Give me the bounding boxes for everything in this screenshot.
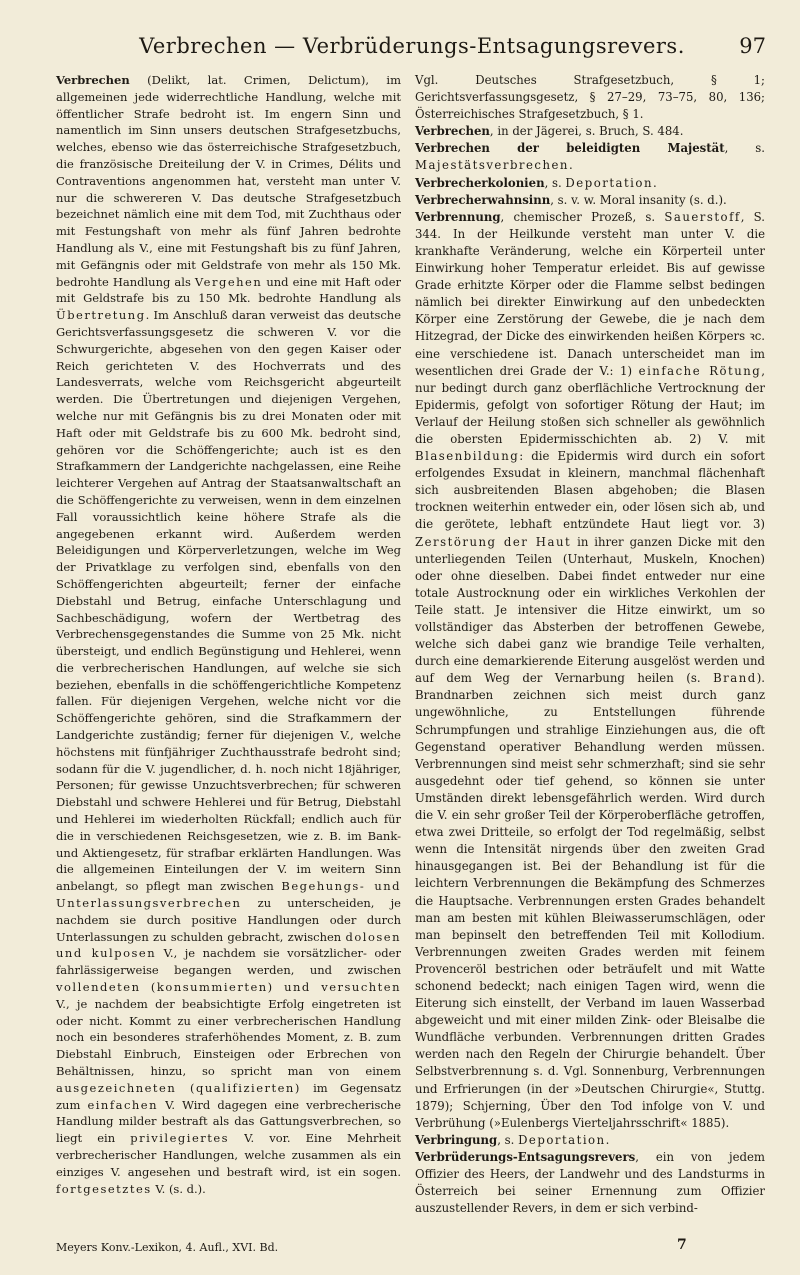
spaced-term: Zerstörung der Haut	[415, 534, 572, 549]
spaced-term: Sauerstoff	[664, 209, 741, 224]
spaced-term: dolosen und kulposen	[56, 929, 401, 961]
spaced-term: einfachen	[87, 1097, 159, 1112]
entry-text: , in der Jägerei, s. Bruch, S. 484.	[489, 124, 684, 139]
entry-lemma: Verbringung	[415, 1132, 498, 1147]
spaced-term: privilegiertes	[130, 1131, 230, 1146]
spaced-term: vollendeten (konsummierten) und versuchten	[56, 980, 401, 995]
spaced-term: Begehungs- und Unterlassungsverbrechen	[56, 879, 401, 911]
entry-text: V. Wird dagegen eine verbrecherische Handlung milder bestraft als das Gattungsverbrechen, so liegt ein	[56, 1097, 401, 1146]
entry-text: V. vor. Eine Mehrheit verbrecherischer Handlungen, welche zusammen als ein einziges V. angesehen und bestraft wird, ist ein sogen.	[56, 1131, 401, 1179]
spaced-term: fortgesetztes	[56, 1181, 152, 1196]
entry-text: und eine mit Haft oder mit Geldstrafe bis zu 150 Mk. bedrohte Handlung als	[56, 274, 401, 306]
entry-lemma: Verbrechen	[56, 73, 130, 87]
running-title: Verbrechen — Verbrüderungs-Entsagungsrevers.	[139, 34, 685, 58]
left-column	[56, 72, 401, 1197]
entry-text: , ein von jedem Offizier des Heers, der Landwehr und des Landsturms in Österreich bei seiner Ernennung zum Offizier auszustellender Revers, in dem er sich verbind-	[415, 1149, 765, 1216]
entry-text: , s.	[497, 1132, 519, 1147]
spaced-term: Übertretung	[56, 308, 146, 323]
entry-lemma: Verbrecherwahnsinn	[415, 192, 551, 207]
spaced-term: Blasenbildung	[415, 449, 520, 464]
entry-verbrechen-jaegerei	[415, 123, 765, 140]
entry-text: , S. 344. In der Heilkunde versteht man unter V. die krankhafte Veränderung, welche ein Körperteil unter Einwirkung hoher Temperatur erleidet. Bis auf gewisse Grade erhitzte Körper oder die Flamme selbst bedingen nämlich bei direkter Einwirkung auf den unbedeckten Körper eine Zerstörung der Gewebe, die je nach dem Hitzegrad, der Dicke des einwirkenden heißen Körpers ꝛc. eine verschiedene ist. Danach unterscheidet man im wesentlichen drei Grade der V.: 1)	[415, 209, 765, 378]
spaced-term: Majestätsverbrechen	[415, 158, 569, 173]
entry-text: : die Epidermis wird durch ein sofort erfolgendes Exsudat in kleinern, manchmal flächenhaft sich ausbreitenden Blasen abgehoben; die Blasen trocknen weiterhin entweder ein, oder lösen sich ab, und die gerötete, lebhaft entzündete Haut liegt vor. 3)	[415, 449, 765, 532]
entry-text: zu unterscheiden, je nachdem sie durch positive Handlungen oder durch Unterlassungen zu schulden gebracht, zwischen	[56, 896, 401, 944]
entry-lemma: Verbrecherkolonien	[415, 175, 545, 190]
entry-verbrecherwahnsinn	[415, 192, 765, 209]
spaced-term: Deportation	[565, 175, 653, 190]
entry-text: . Im Anschluß daran verweist das deutsche Gerichtsverfassungsgesetz die schweren V. vor die Schwurgerichte, abgesehen von den gegen Kaiser oder Reich gerichteten V. des Hochverrats und des Landesverrats, welche vom Reichsgericht abgeurteilt werden. Die Übertretungen und diejenigen Vergehen, welche nur mit Gefängnis bis zu drei Monaten oder mit Haft oder mit Geldstrafe bis zu 600 Mk. bedroht sind, gehören vor die Schöffengerichte; auch ist es den Strafkammern der Landgerichte nachgelassen, eine Reihe leichterer Vergehen auf Antrag der Staatsanwaltschaft an die Schöffengerichte zu verweisen, wenn in dem einzelnen Fall voraussichtlich keine höhere Strafe als die angegebenen erkannt wird. Außerdem werden Beleidigungen und Körperverletzungen, welche im Weg der Privatklage zu verfolgen sind, ebenfalls von den Schöffengerichten abgeurteilt; ferner der einfache Diebstahl und Betrug, einfache Unterschlagung und Sachbeschädigung, wofern der Wertbetrag des Verbrechensgegenstandes die Summe von 25 Mk. nicht übersteigt, und endlich Begünstigung und Hehlerei, wenn die verbrecherischen Handlungen, auf welche sie sich beziehen, ebenfalls in die schöffengerichtliche Kompetenz fallen. Für diejenigen Vergehen, welche nicht vor die Schöffengerichte gehören, sind die Strafkammern der Landgerichte zuständig; ferner für diejenigen V., welche höchstens mit fünfjähriger Zuchthausstrafe bedroht sind; sodann für die V. jugendlicher, d. h. noch nicht 18jähriger, Personen; für gewisse Unzuchtsverbrechen; für schweren Diebstahl und schwere Hehlerei und für Betrug, Diebstahl und Hehlerei im wiederholten Rückfall; endlich auch für die in verschiedenen Reichsgesetzen, wie z. B. im Bank- und Aktiengesetz, für strafbar erklärten Handlungen. Was die allgemeinen Einteilungen der V. im weitern Sinn anbelangt, so pflegt man zwischen	[56, 308, 401, 894]
entry-verbrennung	[415, 209, 765, 1132]
entry-text: .	[568, 158, 573, 173]
entry-text: im Gegensatz zum	[56, 1080, 401, 1112]
entry-beleidigte-majestaet	[415, 140, 765, 174]
entry-verbrecherkolonien	[415, 175, 765, 192]
entry-continuation: Vgl. Deutsches Strafgesetzbuch, § 1; Gerichtsverfassungsgesetz, § 27–29, 73–75, 80, 136; Österreichisches Strafgesetzbuch, § 1.	[415, 73, 765, 122]
source-line: Meyers Konv.-Lexikon, 4. Aufl., XVI. Bd.	[56, 1241, 279, 1254]
entry-text: .	[652, 175, 657, 190]
running-header	[56, 28, 768, 64]
entry-verbrechen	[56, 72, 401, 1197]
entry-text: , s.	[544, 175, 566, 190]
page-footer	[56, 1237, 768, 1261]
entry-text: .	[605, 1132, 610, 1147]
entry-text: V., je nachdem der beabsichtigte Erfolg eingetreten ist oder nicht. Kommt zu einer verbrecherischen Handlung noch ein besonderes straferhöhendes Moment, z. B. zum Diebstahl Einbruch, Einsteigen oder Erbrechen von Behältnissen, hinzu, so spricht man von einem	[56, 996, 401, 1079]
entry-text: V., je nachdem sie vorsätzlicher- oder fahrlässigerweise begangen werden, und zwischen	[56, 946, 401, 978]
entry-text: ). Brandnarben zeichnen sich meist durch ganz ungewöhnliche, zu Entstellungen führende Schrumpfungen und strahlige Einziehungen aus, die oft Gegenstand operativer Behandlung werden müssen. Verbrennungen sind meist sehr schmerzhaft; sind sie sehr ausgedehnt oder tief gehend, so können sie unter Umständen direkt lebensgefährlich werden. Wird durch die V. ein sehr großer Teil der Körperoberfläche getroffen, etwa zwei Dritteile, so erfolgt der Tod regelmäßig, selbst wenn die Intensität nirgends über den zweiten Grad hinausgegangen ist. Bei der Behandlung ist für die leichtern Verbrennungen die Bekämpfung des Schmerzes die Hauptsache. Verbrennungen ersten Grades behandelt man am besten mit kühlen Bleiwasserumschlägen, oder man bepinselt den betreffenden Teil mit Kollodium. Verbrennungen zweiten Grades werden mit feinem Provenceröl bestrichen oder beträufelt und mit Watte schonend bedeckt; nach einigen Tagen wird, wenn die Eiterung sich einstellt, der Verband im lauen Wasserbad abgeweicht und mit einer milden Zink- oder Bleisalbe die Wundfläche verbunden. Verbrennungen dritten Grades werden nach den Regeln der Chirurgie behandelt. Über Selbstverbrennung s. d. Vgl. Sonnenburg, Verbrennungen und Erfrierungen (in der »Deutschen Chirurgie«, Stuttg. 1879); Schjerning, Über den Tod infolge von V. und Verbrühung (»Eulenbergs Vierteljahrsschrift« 1885).	[415, 671, 765, 1130]
spaced-term: Deportation	[518, 1132, 606, 1147]
right-column	[415, 72, 765, 1217]
signature-mark: 7	[677, 1237, 687, 1253]
entry-text: , chemischer Prozeß, s.	[500, 209, 665, 224]
spaced-term: Vergehen	[194, 274, 263, 289]
entry-text: (Delikt, lat. Crimen, Delictum), im allgemeinen jede widerrechtliche Handlung, welche mit öffentlicher Strafe bedroht ist. Im engern Sinn und namentlich im Sinn unsers deutschen Strafgesetzbuchs, welches, ebenso wie das österreichische Strafgesetzbuch, die französische Dreiteilung der V. in Crimes, Délits und Contraventions angenommen hat, versteht man unter V. nur die schwereren V. Das deutsche Strafgesetzbuch bezeichnet nämlich eine mit dem Tod, mit Zuchthaus oder mit Festungshaft von mehr als fünf Jahren bedrohte Handlung als V., eine mit Festungshaft bis zu fünf Jahren, mit Gefängnis oder mit Geldstrafe von mehr als 150 Mk. bedrohte Handlung als	[56, 73, 401, 289]
entry-lemma: Verbrennung	[415, 209, 501, 224]
spaced-term: ausgezeichneten (qualifizierten)	[56, 1080, 301, 1095]
entry-lemma: Verbrechen	[415, 124, 490, 139]
entry-verbringung	[415, 1132, 765, 1149]
entry-text: , s. v. w. Moral insanity (s. d.).	[550, 192, 727, 207]
entry-text: in ihrer ganzen Dicke mit den unterliegenden Teilen (Unterhaut, Muskeln, Knochen) oder ohne dieselben. Dabei findet entweder nur eine totale Austrocknung oder ein wirkliches Verkohlen der Teile statt. Je intensiver die Hitze einwirkt, um so vollständiger das Absterben der betroffenen Gewebe, welche sich dabei ganz wie brandige Teile verhalten, durch eine demarkierende Eiterung ausgelöst werden und auf dem Weg der Vernarbung heilen (s.	[415, 534, 765, 686]
entry-text: , nur bedingt durch ganz oberflächliche Vertrocknung der Epidermis, gefolgt von sofortiger Rötung der Haut; im Verlauf der Heilung stoßen sich schneller als gewöhnlich die obersten Epidermisschichten ab. 2) V. mit	[415, 363, 766, 446]
entry-text: , s.	[724, 141, 765, 156]
entry-lemma: Verbrüderungs-Entsagungsrevers	[415, 1149, 636, 1164]
entry-text: V. (s. d.).	[151, 1181, 206, 1196]
entry-verbruederungs-entsagungsrevers	[415, 1149, 765, 1217]
spaced-term: Brand	[713, 671, 757, 686]
spaced-term: einfache Rötung	[638, 363, 762, 378]
entry-lemma: Verbrechen der beleidigten Majestät	[415, 141, 725, 156]
page-number: 97	[739, 34, 766, 58]
